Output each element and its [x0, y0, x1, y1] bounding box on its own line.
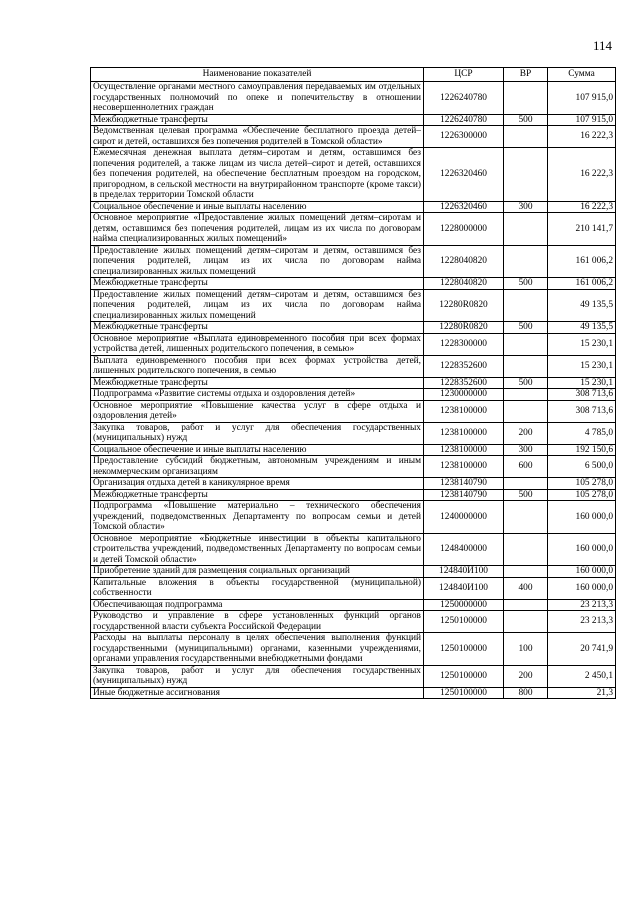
cell-name: Предоставление субсидий бюджетным, автономным учреждениям и иным некоммерческим организациям [91, 456, 424, 478]
table-row [91, 377, 616, 389]
header-name: Наименование показателей [91, 68, 424, 82]
cell-name: Ведомственная целевая программа «Обеспечение бесплатного проезда детей–сирот и детей, оставшихся без попечения родителей в Томской области» [91, 126, 424, 148]
cell-name: Межбюджетные трансферты [91, 377, 424, 389]
cell-csr: 1228000000 [424, 213, 504, 246]
header-vr: ВР [504, 68, 548, 82]
table-row [91, 533, 616, 566]
table-row [91, 389, 616, 401]
cell-vr [504, 355, 548, 377]
cell-vr: 600 [504, 456, 548, 478]
table-header-row [91, 68, 616, 82]
cell-csr: 1228300000 [424, 333, 504, 355]
cell-sum: 16 222,3 [548, 126, 616, 148]
cell-vr: 500 [504, 322, 548, 334]
cell-csr: 1238100000 [424, 400, 504, 422]
cell-vr [504, 333, 548, 355]
cell-csr: 1226320460 [424, 201, 504, 213]
cell-sum: 49 135,5 [548, 289, 616, 322]
cell-vr: 400 [504, 577, 548, 599]
cell-vr [504, 611, 548, 633]
table-row [91, 289, 616, 322]
cell-name: Социальное обеспечение и иные выплаты населению [91, 444, 424, 456]
cell-sum: 105 278,0 [548, 478, 616, 490]
cell-vr: 500 [504, 114, 548, 126]
cell-sum: 21,3 [548, 687, 616, 699]
table-row [91, 333, 616, 355]
cell-name: Основное мероприятие «Предоставление жилых помещений детям–сиротам и детям, оставшимся без попечения родителей, лицам из их числа по договорам найма специализированных жилых помещений» [91, 213, 424, 246]
table-row [91, 489, 616, 501]
cell-vr [504, 82, 548, 115]
cell-name: Расходы на выплаты персоналу в целях обеспечения выполнения функций государственными (муниципальными) органами, казенными учреждениями, органами управления государственными внебюджетными фондами [91, 633, 424, 666]
cell-sum: 16 222,3 [548, 148, 616, 202]
cell-vr [504, 501, 548, 534]
cell-sum: 15 230,1 [548, 355, 616, 377]
cell-csr: 1226240780 [424, 114, 504, 126]
cell-name: Организация отдыха детей в каникулярное время [91, 478, 424, 490]
cell-csr: 1228352600 [424, 355, 504, 377]
cell-csr: 1250100000 [424, 665, 504, 687]
table-row [91, 114, 616, 126]
cell-vr: 100 [504, 633, 548, 666]
cell-sum: 23 213,3 [548, 611, 616, 633]
table-row [91, 245, 616, 278]
table-row [91, 201, 616, 213]
header-sum: Сумма [548, 68, 616, 82]
cell-csr: 1248400000 [424, 533, 504, 566]
table-row [91, 478, 616, 490]
table-row [91, 444, 616, 456]
table-row [91, 322, 616, 334]
table-row [91, 577, 616, 599]
cell-csr: 1228040820 [424, 278, 504, 290]
cell-vr [504, 245, 548, 278]
cell-sum: 160 000,0 [548, 566, 616, 578]
cell-name: Подпрограмма «Развитие системы отдыха и оздоровления детей» [91, 389, 424, 401]
cell-sum: 15 230,1 [548, 333, 616, 355]
cell-vr: 300 [504, 444, 548, 456]
cell-vr: 500 [504, 278, 548, 290]
cell-name: Иные бюджетные ассигнования [91, 687, 424, 699]
cell-name: Предоставление жилых помещений детям–сиротам и детям, оставшимся без попечения родителей, лицам из их числа по договорам найма специализированных жилых помещений [91, 245, 424, 278]
cell-name: Руководство и управление в сфере установленных функций органов государственной власти субъекта Российской Федерации [91, 611, 424, 633]
cell-vr [504, 566, 548, 578]
cell-csr: 124840И100 [424, 566, 504, 578]
cell-sum: 107 915,0 [548, 82, 616, 115]
cell-name: Основное мероприятие «Бюджетные инвестиции в объекты капитального строительства учреждений, подведомственных Департаменту по вопросам семьи и детей Томской области» [91, 533, 424, 566]
cell-vr: 300 [504, 201, 548, 213]
cell-name: Осуществление органами местного самоуправления передаваемых им отдельных государственных полномочий по опеке и попечительству в отношении несовершеннолетних граждан [91, 82, 424, 115]
cell-csr: 12280R0820 [424, 289, 504, 322]
cell-csr: 12280R0820 [424, 322, 504, 334]
cell-csr: 1226240780 [424, 82, 504, 115]
cell-csr: 1238100000 [424, 422, 504, 444]
cell-csr: 1230000000 [424, 389, 504, 401]
cell-csr: 1250100000 [424, 633, 504, 666]
cell-sum: 161 006,2 [548, 278, 616, 290]
cell-csr: 1228040820 [424, 245, 504, 278]
cell-name: Подпрограмма «Повышение материально – технического обеспечения учреждений, подведомственных Департаменту по вопросам семьи и детей Томской области» [91, 501, 424, 534]
table-row [91, 633, 616, 666]
cell-name: Приобретение зданий для размещения социальных организаций [91, 566, 424, 578]
table-row [91, 126, 616, 148]
budget-table [90, 67, 616, 699]
cell-vr [504, 400, 548, 422]
table-row [91, 82, 616, 115]
cell-csr: 1238140790 [424, 478, 504, 490]
cell-vr: 500 [504, 489, 548, 501]
table-row [91, 687, 616, 699]
cell-csr: 1226320460 [424, 148, 504, 202]
cell-vr [504, 126, 548, 148]
cell-csr: 1250100000 [424, 611, 504, 633]
cell-name: Межбюджетные трансферты [91, 278, 424, 290]
cell-vr [504, 478, 548, 490]
table-row [91, 148, 616, 202]
cell-sum: 210 141,7 [548, 213, 616, 246]
cell-vr [504, 148, 548, 202]
cell-sum: 192 150,6 [548, 444, 616, 456]
cell-sum: 4 785,0 [548, 422, 616, 444]
cell-name: Ежемесячная денежная выплата детям–сиротам и детям, оставшимся без попечения родителей, а также лицам из числа детей–сирот и детей, оставшихся без попечения родителей, на обеспечение бесплатным проездом на городском, пригородном, в сельской местности на внутрирайонном транспорте (кроме такси) в пределах территории Томской области [91, 148, 424, 202]
cell-name: Межбюджетные трансферты [91, 322, 424, 334]
header-csr: ЦСР [424, 68, 504, 82]
cell-name: Капитальные вложения в объекты государственной (муниципальной) собственности [91, 577, 424, 599]
table-row [91, 213, 616, 246]
cell-csr: 1238100000 [424, 444, 504, 456]
cell-name: Обеспечивающая подпрограмма [91, 599, 424, 611]
cell-vr [504, 213, 548, 246]
cell-name: Социальное обеспечение и иные выплаты населению [91, 201, 424, 213]
cell-name: Межбюджетные трансферты [91, 114, 424, 126]
page-number: 114 [592, 38, 612, 53]
cell-csr: 1238140790 [424, 489, 504, 501]
cell-sum: 105 278,0 [548, 489, 616, 501]
cell-sum: 15 230,1 [548, 377, 616, 389]
table-row [91, 278, 616, 290]
cell-csr: 124840И100 [424, 577, 504, 599]
cell-csr: 1250100000 [424, 687, 504, 699]
cell-sum: 49 135,5 [548, 322, 616, 334]
cell-csr: 1240000000 [424, 501, 504, 534]
cell-sum: 160 000,0 [548, 577, 616, 599]
cell-vr: 800 [504, 687, 548, 699]
cell-sum: 107 915,0 [548, 114, 616, 126]
table-row [91, 501, 616, 534]
cell-name: Выплата единовременного пособия при всех формах устройства детей, лишенных родительского попечения, в семью [91, 355, 424, 377]
cell-sum: 2 450,1 [548, 665, 616, 687]
table-row [91, 566, 616, 578]
cell-sum: 161 006,2 [548, 245, 616, 278]
cell-vr [504, 533, 548, 566]
cell-name: Закупка товаров, работ и услуг для обеспечения государственных (муниципальных) нужд [91, 665, 424, 687]
table-row [91, 456, 616, 478]
table-row [91, 599, 616, 611]
cell-sum: 308 713,6 [548, 400, 616, 422]
table-row [91, 611, 616, 633]
table-row [91, 355, 616, 377]
cell-name: Предоставление жилых помещений детям–сиротам и детям, оставшимся без попечения родителей, лицам из их числа по договорам найма специализированных жилых помещений [91, 289, 424, 322]
cell-vr: 500 [504, 377, 548, 389]
table-row [91, 400, 616, 422]
cell-sum: 308 713,6 [548, 389, 616, 401]
table-row [91, 665, 616, 687]
table-row [91, 422, 616, 444]
cell-csr: 1228352600 [424, 377, 504, 389]
cell-vr [504, 289, 548, 322]
cell-csr: 1250000000 [424, 599, 504, 611]
cell-vr: 200 [504, 422, 548, 444]
cell-sum: 6 500,0 [548, 456, 616, 478]
cell-name: Основное мероприятие «Повышение качества услуг в сфере отдыха и оздоровления детей» [91, 400, 424, 422]
cell-vr [504, 389, 548, 401]
cell-sum: 20 741,9 [548, 633, 616, 666]
cell-sum: 16 222,3 [548, 201, 616, 213]
cell-name: Межбюджетные трансферты [91, 489, 424, 501]
cell-sum: 23 213,3 [548, 599, 616, 611]
cell-name: Основное мероприятие «Выплата единовременного пособия при всех формах устройства детей, лишенных родительского попечения, в семью» [91, 333, 424, 355]
cell-sum: 160 000,0 [548, 533, 616, 566]
cell-name: Закупка товаров, работ и услуг для обеспечения государственных (муниципальных) нужд [91, 422, 424, 444]
cell-sum: 160 000,0 [548, 501, 616, 534]
cell-vr: 200 [504, 665, 548, 687]
cell-vr [504, 599, 548, 611]
cell-csr: 1238100000 [424, 456, 504, 478]
cell-csr: 1226300000 [424, 126, 504, 148]
